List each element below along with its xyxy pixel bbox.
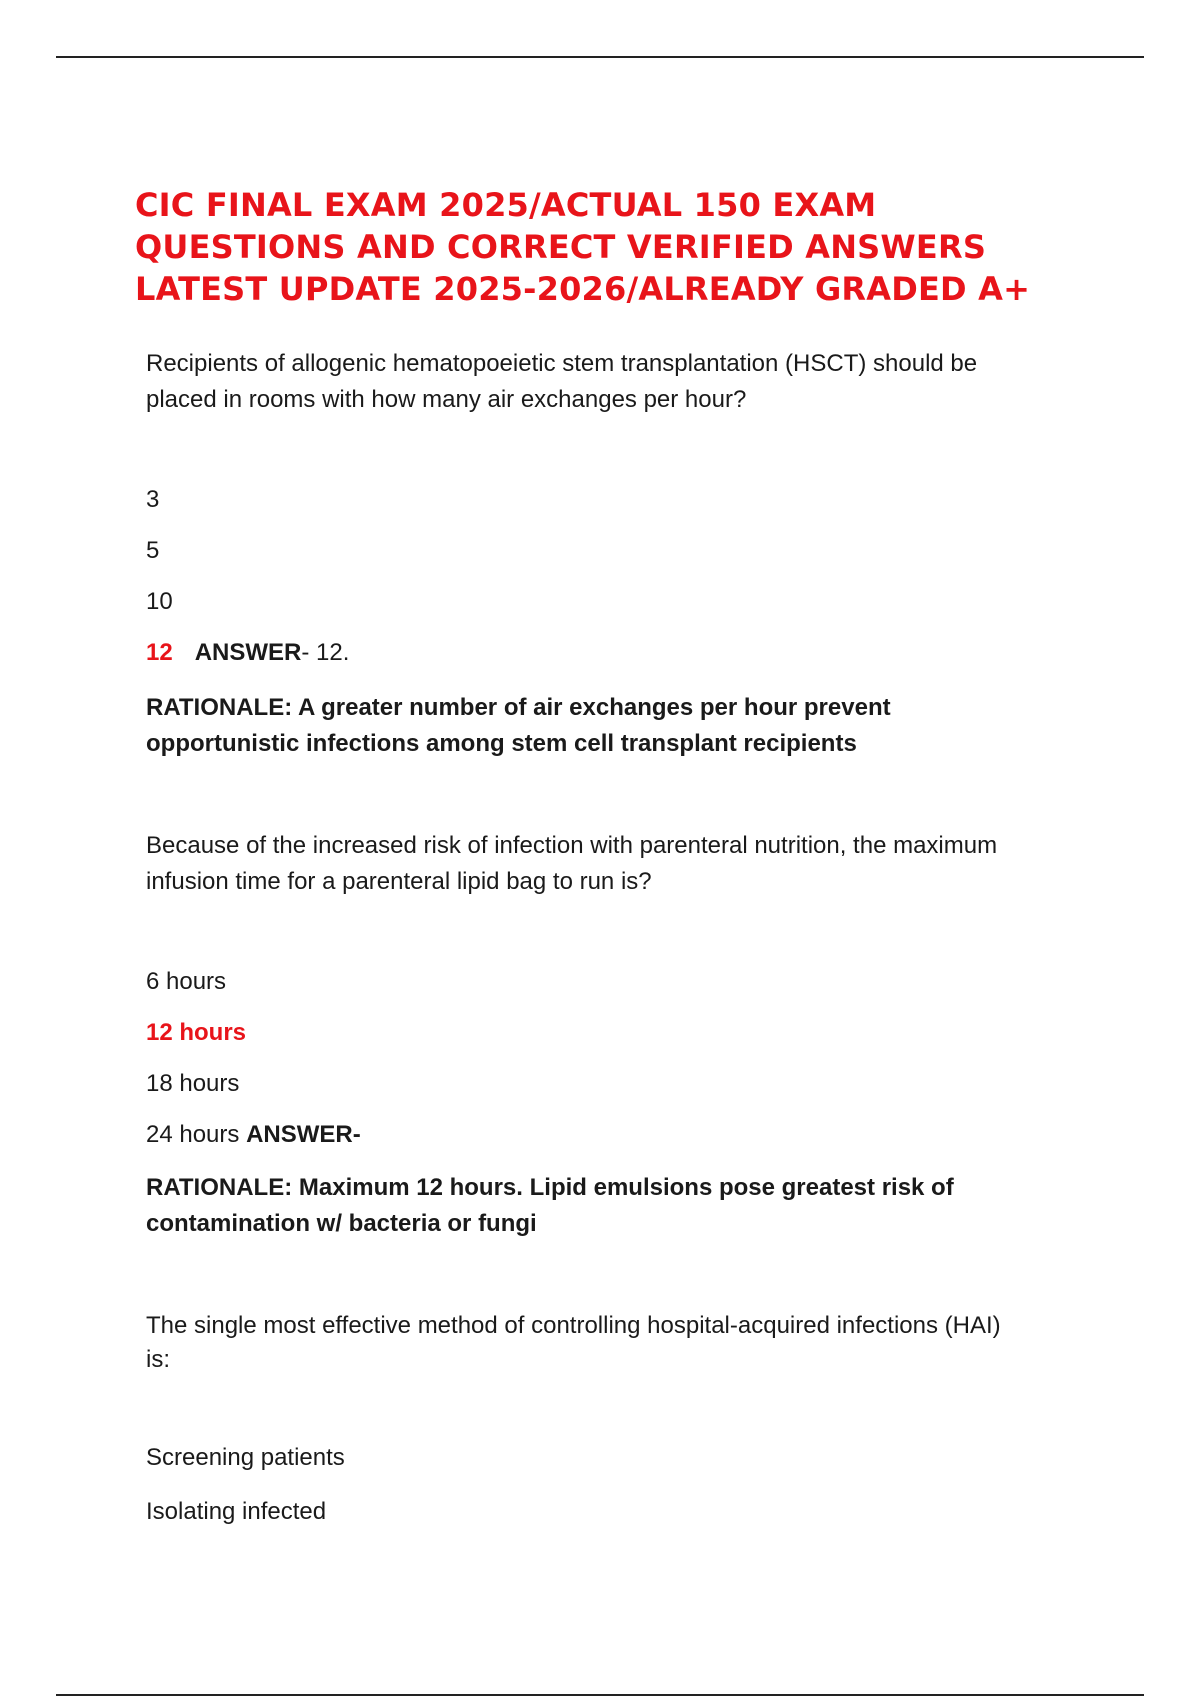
q3-question-line-1: The single most effective method of controlling hospital-acquired infections (HAI) [146, 1312, 1001, 1339]
top-rule [56, 56, 1144, 58]
q2-rationale-line-2: contamination w/ bacteria or fungi [146, 1210, 537, 1237]
title-line-3: LATEST UPDATE 2025-2026/ALREADY GRADED A+ [135, 270, 1031, 308]
q1-option-3: 10 [146, 588, 173, 615]
q1-rationale-text-1: : A greater number of air exchanges per hour prevent [284, 694, 891, 721]
q2-option-2-correct: 12 hours [146, 1019, 247, 1046]
q1-answer-value: - 12. [301, 639, 350, 666]
title-line-1: CIC FINAL EXAM 2025/ACTUAL 150 EXAM [135, 186, 877, 224]
q1-option-2: 5 [146, 537, 160, 564]
q2-rationale-line-1 [146, 1170, 954, 1206]
q1-option-4-correct: 12 [146, 639, 173, 666]
q3-question-line-2: is: [146, 1346, 170, 1373]
q2-option-3: 18 hours [146, 1070, 240, 1097]
q2-rationale-label: RATIONALE [146, 1174, 285, 1201]
q1-question-line-2: placed in rooms with how many air exchanges per hour? [146, 386, 747, 413]
q1-answer-line [146, 635, 349, 671]
q1-option-1: 3 [146, 486, 160, 513]
q1-rationale-label: RATIONALE [146, 694, 285, 721]
q2-option-4: 24 hours [146, 1121, 240, 1148]
q2-question-line-1: Because of the increased risk of infection with parenteral nutrition, the maximum [146, 832, 998, 859]
q2-option-1: 6 hours [146, 968, 227, 995]
q1-question-line-1: Recipients of allogenic hematopoeietic stem transplantation (HSCT) should be [146, 350, 978, 377]
title-line-2: QUESTIONS AND CORRECT VERIFIED ANSWERS [135, 228, 987, 266]
bottom-rule [56, 1694, 1144, 1696]
q2-answer-label: ANSWER- [246, 1121, 361, 1148]
q3-option-1: Screening patients [146, 1444, 345, 1471]
q3-option-2: Isolating infected [146, 1498, 327, 1525]
q2-answer-line [146, 1117, 361, 1153]
q2-rationale-text-1: : Maximum 12 hours. Lipid emulsions pose greatest risk of [284, 1174, 954, 1201]
q2-question-line-2: infusion time for a parenteral lipid bag to run is? [146, 868, 652, 895]
q1-answer-label: ANSWER [194, 639, 302, 666]
q1-rationale-line-1 [146, 690, 891, 726]
q1-rationale-line-2: opportunistic infections among stem cell transplant recipients [146, 730, 857, 757]
document-title [135, 184, 1095, 310]
